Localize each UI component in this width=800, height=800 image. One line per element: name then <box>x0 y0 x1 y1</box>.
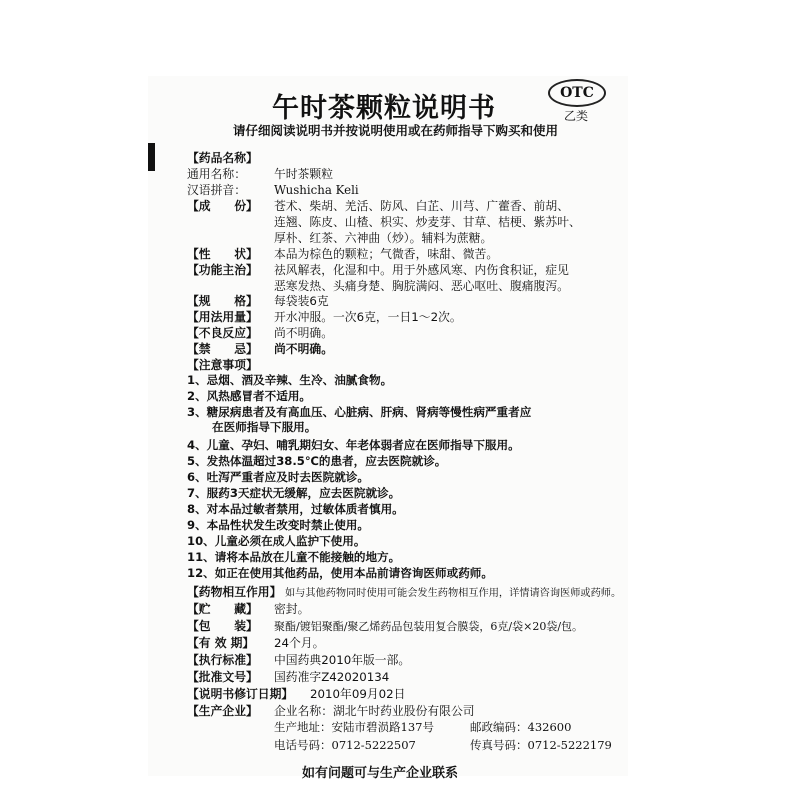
notices-heading <box>187 357 258 373</box>
field-approval-number <box>187 669 389 685</box>
notice-text: 5、发热体温超过38.5℃的患者，应去医院就诊。 <box>187 454 447 468</box>
field-label: 【规 格】 <box>187 294 258 308</box>
footer-contact: 如有问题可与生产企业联系 <box>302 766 459 781</box>
notice-text: 7、服药3天症状无缓解，应去医院就诊。 <box>187 486 401 500</box>
field-manufacturer <box>187 703 475 719</box>
field-value: 祛风解表，化湿和中。用于外感风寒、内伤食积证，症见 <box>274 263 569 277</box>
field-label: 【用法用量】 <box>187 310 258 324</box>
field-value: 企业名称：湖北午时药业股份有限公司 <box>274 704 475 718</box>
field-value: 开水冲服。一次6克，一日1～2次。 <box>274 310 462 324</box>
notice-item <box>187 502 404 517</box>
company-address: 生产地址：安陆市碧涢路137号 <box>274 720 434 734</box>
company-fax: 传真号码：0712-5222179 <box>470 738 612 752</box>
field-pinyin <box>187 182 359 198</box>
field-indications <box>187 262 569 294</box>
field-label: 【不良反应】 <box>187 326 258 340</box>
field-value: 午时茶颗粒 <box>274 167 333 181</box>
notice-text: 6、吐泻严重者应及时去医院就诊。 <box>187 470 369 484</box>
field-label: 【批准文号】 <box>187 670 258 684</box>
notice-text: 11、请将本品放在儿童不能接触的地方。 <box>187 550 401 564</box>
notice-item <box>187 566 493 581</box>
field-value: 每袋装6克 <box>274 294 329 308</box>
usage-warning: 请仔细阅读说明书并按说明使用或在药师指导下购买和使用 <box>233 123 559 138</box>
field-label: 【性 状】 <box>187 247 258 261</box>
field-label: 【禁 忌】 <box>187 342 258 356</box>
notice-text: 2、风热感冒者不适用。 <box>187 389 312 403</box>
field-specification <box>187 293 329 309</box>
notice-item <box>187 550 400 565</box>
field-label: 【注意事项】 <box>187 358 258 372</box>
field-label: 通用名称： <box>187 167 246 181</box>
black-margin-mark <box>148 143 155 171</box>
notice-text: 1、忌烟、酒及辛辣、生冷、油腻食物。 <box>187 373 393 387</box>
field-value: 国药准字Z42020134 <box>274 670 390 684</box>
field-revision-date <box>187 686 405 702</box>
field-value: 密封。 <box>274 602 310 616</box>
otc-badge: OTC <box>548 79 606 107</box>
field-label: 【说明书修订日期】 <box>187 687 294 701</box>
document-title: 午时茶颗粒说明书 <box>272 93 496 124</box>
field-value: 如与其他药物同时使用可能会发生药物相互作用，详情请咨询医师或药师。 <box>285 588 622 599</box>
field-value: 连翘、陈皮、山楂、枳实、炒麦芽、甘草、桔梗、紫苏叶、 <box>274 215 581 229</box>
field-value: 厚朴、红茶、六神曲（炒）。辅料为蔗糖。 <box>274 231 493 245</box>
notice-item <box>187 534 365 549</box>
field-appearance <box>187 246 498 262</box>
field-label: 【有 效 期】 <box>187 636 255 650</box>
company-phone: 电话号码：0712-5222507 <box>274 738 416 752</box>
notice-text: 在医师指导下服用。 <box>212 420 317 434</box>
notice-text: 8、对本品过敏者禁用，过敏体质者慎用。 <box>187 502 404 516</box>
notice-item <box>187 454 446 469</box>
notice-text: 4、儿童、孕妇、哺乳期妇女、年老体弱者应在医师指导下服用。 <box>187 438 520 452</box>
field-value: 恶寒发热、头痛身楚、胸脘满闷、恶心呕吐、腹痛腹泻。 <box>274 279 569 293</box>
field-label: 【功能主治】 <box>187 263 258 277</box>
field-packaging <box>187 618 583 635</box>
field-label: 【执行标准】 <box>187 653 258 667</box>
otc-category: 乙类 <box>564 109 589 123</box>
notice-item <box>187 438 520 453</box>
field-label: 汉语拼音： <box>187 183 246 197</box>
notice-text: 9、本品性状发生改变时禁止使用。 <box>187 518 369 532</box>
field-value: 尚不明确。 <box>274 342 333 356</box>
field-standard <box>187 652 410 668</box>
field-value: 尚不明确。 <box>274 326 333 340</box>
field-value: Wushicha Keli <box>274 183 359 197</box>
notice-text: 12、如正在使用其他药品，使用本品前请咨询医师或药师。 <box>187 566 493 580</box>
field-value: 本品为棕色的颗粒；气微香，味甜、微苦。 <box>274 247 499 261</box>
field-label: 【生产企业】 <box>187 704 258 718</box>
field-value: 苍术、柴胡、羌活、防风、白芷、川芎、广藿香、前胡、 <box>274 199 569 213</box>
field-contraindications <box>187 341 333 357</box>
field-interactions <box>187 584 621 602</box>
field-label: 【药品名称】 <box>187 151 258 165</box>
field-adverse-reactions <box>187 325 333 341</box>
field-label: 【贮 藏】 <box>187 602 258 616</box>
notice-item <box>187 470 369 485</box>
notice-item <box>187 518 369 533</box>
field-shelf-life <box>187 635 324 651</box>
notice-item <box>187 373 392 388</box>
field-storage <box>187 601 309 617</box>
field-label: 【包 装】 <box>187 619 258 633</box>
field-value: 中国药典2010年版一部。 <box>274 653 411 667</box>
notice-text: 3、糖尿病患者及有高血压、心脏病、肝病、肾病等慢性病严重者应 <box>187 405 532 419</box>
field-label: 【成 份】 <box>187 199 258 213</box>
field-label: 【药物相互作用】 <box>187 585 282 599</box>
notice-item <box>187 405 531 435</box>
field-dosage <box>187 309 462 325</box>
company-postcode: 邮政编码：432600 <box>470 720 572 734</box>
field-generic-name <box>187 166 333 182</box>
field-ingredients <box>187 198 581 246</box>
field-value: 2010年09月02日 <box>310 687 406 701</box>
notice-item <box>187 486 400 501</box>
notice-item <box>187 389 311 404</box>
notice-text: 10、儿童必须在成人监护下使用。 <box>187 534 366 548</box>
field-drug-name <box>187 150 258 166</box>
field-value: 聚酯/镀铝聚酯/聚乙烯药品包装用复合膜袋，6克/袋×20袋/包。 <box>274 620 584 633</box>
field-value: 24个月。 <box>274 636 325 650</box>
